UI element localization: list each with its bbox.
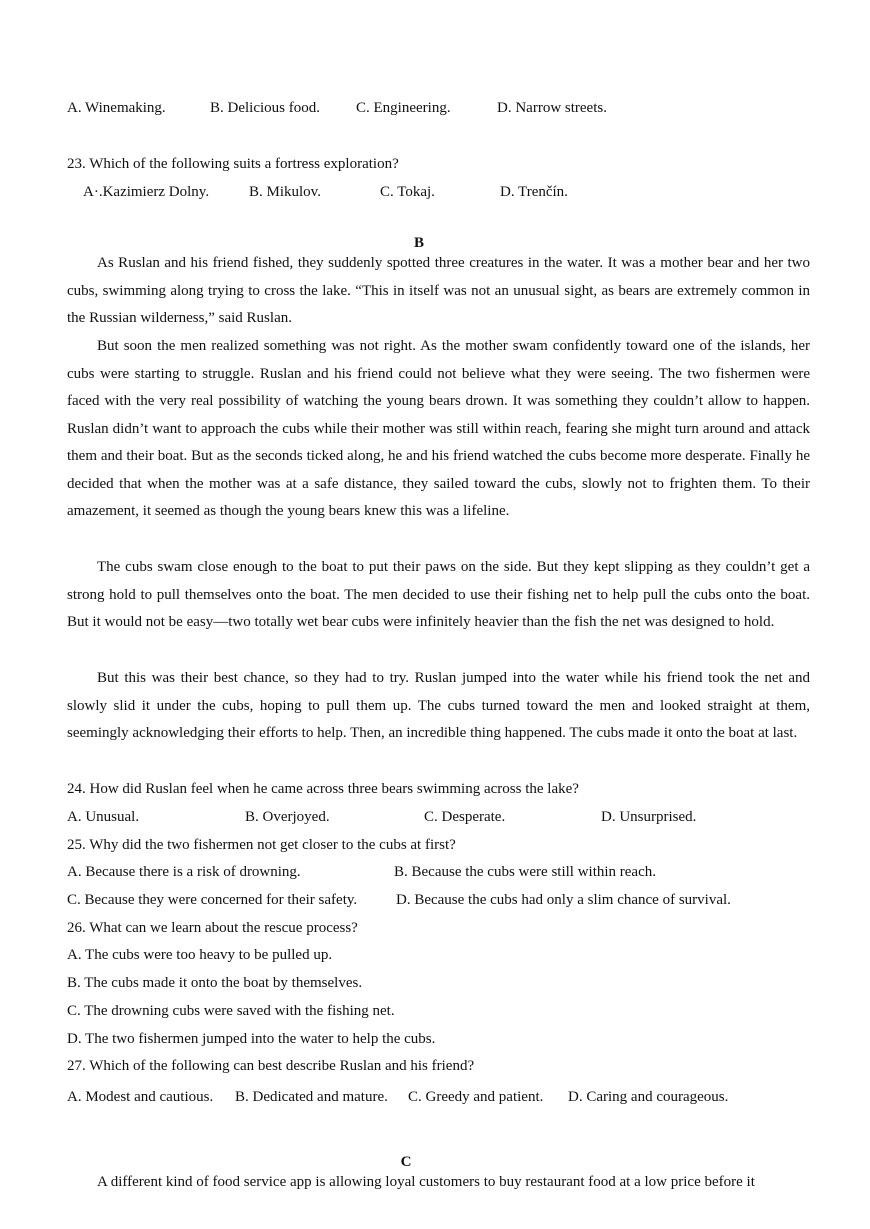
q26-option-d: D. The two fishermen jumped into the water to help the cubs. xyxy=(67,1031,436,1047)
q25-option-c: C. Because they were concerned for their safety. xyxy=(67,892,358,908)
section-b-heading: B xyxy=(413,235,424,251)
q25-option-b: B. Because the cubs were still within reach. xyxy=(394,864,657,880)
q24-option-a: A. Unusual. xyxy=(67,809,140,825)
q26-question: 26. What can we learn about the rescue process? xyxy=(67,920,358,936)
q27-option-b: B. Dedicated and mature. xyxy=(235,1089,388,1105)
q26-option-b: B. The cubs made it onto the boat by themselves. xyxy=(67,975,363,991)
passage-b-paragraph-4: But this was their best chance, so they had to try. Ruslan jumped into the water while his friend took the net and slowly slid it under the cubs, hoping to pull them up. The cubs turned toward the men and looked straight at them, seemingly acknowledging their efforts to help. Then, an incredible thing happened. The cubs made it onto the boat at last. xyxy=(67,670,810,741)
q23-option-d: D. Trenčín. xyxy=(500,184,568,200)
q24-option-c: C. Desperate. xyxy=(424,809,506,825)
q24-option-b: B. Overjoyed. xyxy=(245,809,330,825)
q23-question: 23. Which of the following suits a fortress exploration? xyxy=(67,156,399,172)
q25-option-d: D. Because the cubs had only a slim chance of survival. xyxy=(396,892,731,908)
passage-b-paragraph-2: But soon the men realized something was not right. As the mother swam confidently toward one of the islands, her cubs were starting to struggle. Ruslan and his friend could not believe what they were seeing. The two fishermen were faced with the very real possibility of watching the young bears drown. It was something they couldn’t allow to happen. Ruslan didn’t want to approach the cubs while their mother was still within reach, fearing she might turn around and attack them and their boat. But as the seconds ticked along, he and his friend watched the cubs become more desperate. Finally he decided that when the mother was at a safe distance, they sailed toward the cubs, slowly not to frighten them. To their amazement, it seemed as though the young bears knew this was a lifeline. xyxy=(67,338,810,519)
q27-option-c: C. Greedy and patient. xyxy=(408,1089,544,1105)
q22-option-b: B. Delicious food. xyxy=(210,100,320,116)
q25-option-a: A. Because there is a risk of drowning. xyxy=(67,864,301,880)
q25-question: 25. Why did the two fishermen not get closer to the cubs at first? xyxy=(67,837,456,853)
q24-option-d: D. Unsurprised. xyxy=(601,809,697,825)
q27-option-d: D. Caring and courageous. xyxy=(568,1089,729,1105)
passage-b-paragraph-3: The cubs swam close enough to the boat to put their paws on the side. But they kept slipping as they couldn’t get a strong hold to pull themselves onto the boat. The men decided to use their fishing net to help pull the cubs onto the boat. But it would not be easy—two totally wet bear cubs were infinitely heavier than the fish the net was designed to hold. xyxy=(67,559,810,630)
q26-option-c: C. The drowning cubs were saved with the fishing net. xyxy=(67,1003,395,1019)
q23-option-c: C. Tokaj. xyxy=(380,184,435,200)
q22-option-a: A. Winemaking. xyxy=(67,100,166,116)
q26-option-a: A. The cubs were too heavy to be pulled up. xyxy=(67,947,333,963)
q27-option-a: A. Modest and cautious. xyxy=(67,1089,214,1105)
section-c-heading: C xyxy=(400,1154,412,1170)
passage-b-paragraph-1: As Ruslan and his friend fished, they suddenly spotted three creatures in the water. It was a mother bear and her two cubs, swimming along trying to cross the lake. “This in itself was not an unusual sight, as bears are extremely common in the Russian wilderness,” said Ruslan. xyxy=(67,255,810,326)
passage-c-paragraph-start: A different kind of food service app is allowing loyal customers to buy restaurant food at a low price before it xyxy=(97,1174,755,1190)
q27-question: 27. Which of the following can best describe Ruslan and his friend? xyxy=(67,1058,475,1074)
q22-option-d: D. Narrow streets. xyxy=(497,100,607,116)
q23-option-a: A·.Kazimierz Dolny. xyxy=(83,184,210,200)
q22-option-c: C. Engineering. xyxy=(356,100,451,116)
q24-question: 24. How did Ruslan feel when he came across three bears swimming across the lake? xyxy=(67,781,579,797)
q23-option-b: B. Mikulov. xyxy=(249,184,321,200)
